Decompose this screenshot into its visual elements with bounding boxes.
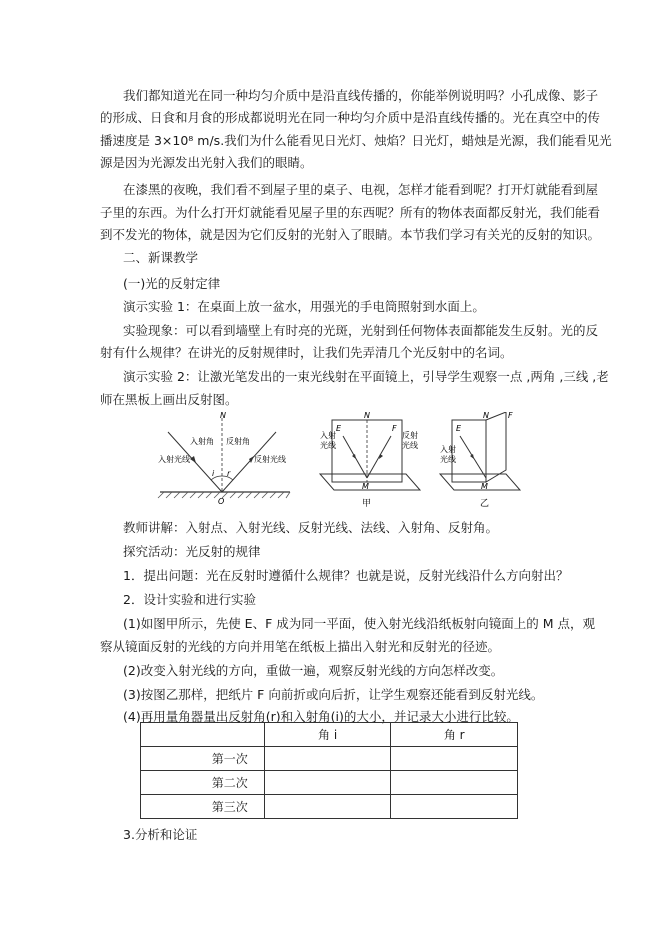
label-f: F	[508, 412, 513, 420]
step1-line1: (1)如图甲所示，先使 E、F 成为同一平面，使入射光线沿纸板射向镜面上的 M 点，观	[123, 616, 595, 631]
table-row	[141, 771, 518, 795]
incident-line2: 光线	[320, 441, 336, 450]
figure-left-reflection	[158, 412, 290, 506]
subsection-heading: (一)光的反射定律	[123, 276, 221, 291]
table-header-cell: 角 i	[264, 723, 391, 747]
normal-label: N	[220, 412, 226, 420]
reflect-angle-label: 反射角	[226, 437, 250, 446]
demo1-text: 演示实验 1：在桌面上放一盆水，用强光的手电筒照射到水面上。	[123, 299, 485, 314]
angle-i-label: i	[212, 469, 215, 478]
table-header-cell	[141, 723, 265, 747]
label-f: F	[392, 424, 397, 433]
reflect-ray-label: 反射光线	[254, 455, 286, 464]
table-cell	[391, 795, 518, 819]
figure-middle-jia	[320, 412, 420, 509]
table-cell	[264, 795, 391, 819]
activity-title: 探究活动：光反射的规律	[123, 544, 261, 559]
incident-ray-label: 入射光线	[158, 455, 190, 464]
figure-right-yi	[440, 412, 520, 509]
label-n: N	[364, 412, 370, 420]
table-header-row	[141, 723, 518, 747]
table-row	[141, 795, 518, 819]
intro-para1-line1: 我们都知道光在同一种均匀介质中是沿直线传播的，你能举例说明吗？小孔成像、影子	[123, 88, 599, 103]
phenomenon-line1: 实验现象：可以看到墙壁上有时亮的光斑，光射到任何物体表面都能发生反射。光的反	[123, 323, 599, 338]
table-row-label: 第三次	[141, 795, 265, 819]
analysis-heading: 3.分析和论证	[123, 827, 198, 842]
caption-jia: 甲	[362, 499, 372, 509]
label-e: E	[336, 424, 342, 433]
reflect-line1: 反射	[402, 431, 418, 440]
label-m: M	[481, 482, 488, 491]
label-n: N	[483, 412, 489, 420]
paper-board-f-folded	[486, 412, 506, 482]
point-o-label: O	[218, 497, 225, 506]
question-2: 2．设计实验和进行实验	[123, 592, 256, 607]
reflected-ray	[367, 436, 391, 478]
reflected-arrow	[379, 454, 383, 459]
table-cell	[264, 771, 391, 795]
table-row-label: 第一次	[141, 747, 265, 771]
table-header-cell: 角 r	[391, 723, 518, 747]
step1-line2: 察从镜面反射的光线的方向并用笔在纸板上描出入射光和反射光的径迹。	[100, 639, 501, 654]
table-cell	[391, 771, 518, 795]
label-e: E	[456, 424, 462, 433]
intro-para2-line1: 在漆黑的夜晚，我们看不到屋子里的桌子、电视，怎样才能看到呢？打开灯就能看到屋	[123, 182, 599, 197]
incident-line1: 入射	[440, 445, 456, 454]
table-row-label: 第二次	[141, 771, 265, 795]
step2: (2)改变入射光线的方向，重做一遍，观察反射光线的方向怎样改变。	[123, 663, 504, 678]
table-cell	[264, 747, 391, 771]
table-row	[141, 747, 518, 771]
step4: (4)再用量角器量出反射角(r)和入射角(i)的大小，并记录大小进行比较。	[123, 709, 519, 724]
teacher-explain: 教师讲解：入射点、入射光线、反射光线、法线、入射角、反射角。	[123, 520, 499, 535]
table-cell	[391, 747, 518, 771]
phenomenon-line2: 射有什么规律？在讲光的反射规律时，让我们先弄清几个光反射中的名词。	[100, 345, 513, 360]
label-m: M	[362, 482, 369, 491]
caption-yi: 乙	[480, 499, 490, 509]
reflection-figures	[150, 412, 530, 512]
angle-r-label: r	[227, 469, 231, 478]
incident-arrow	[470, 454, 474, 459]
step3: (3)按图乙那样，把纸片 F 向前折或向后折，让学生观察还能看到反射光线。	[123, 687, 544, 702]
intro-para1-line2: 的形成、日食和月食的形成都说明光在同一种均匀介质中是沿直线传播的。光在真空中的传	[100, 110, 601, 125]
intro-para2-line3: 到不发光的物体，就是因为它们反射的光射入了眼睛。本节我们学习有关光的反射的知识。	[100, 227, 601, 242]
incident-line2: 光线	[440, 455, 456, 464]
incident-angle-label: 入射角	[190, 437, 214, 446]
incident-line1: 入射	[320, 431, 336, 440]
demo2-line1: 演示实验 2：让激光笔发出的一束光线射在平面镜上，引导学生观察一点 ,两角 ,三线 ,老	[123, 369, 609, 384]
intro-para1-line4: 源是因为光源发出光射入我们的眼睛。	[100, 155, 313, 170]
incident-arrow	[352, 454, 356, 459]
reflect-line2: 光线	[402, 441, 418, 450]
intro-para1-line3: 播速度是 3×10⁸ m/s.我们为什么能看见日光灯、烛焰？日光灯，蜡烛是光源，我们能看见光	[100, 133, 612, 148]
demo2-line2: 师在黑板上画出反射图。	[100, 392, 238, 407]
question-1: 1．提出问题：光在反射时遵循什么规律？也就是说，反射光线沿什么方向射出？	[123, 568, 569, 583]
intro-para2-line2: 子里的东西。为什么打开灯就能看见屋子里的东西呢？所有的物体表面都反射光，我们能看	[100, 205, 601, 220]
record-table	[140, 722, 518, 819]
section-heading: 二、新课教学	[123, 250, 199, 265]
